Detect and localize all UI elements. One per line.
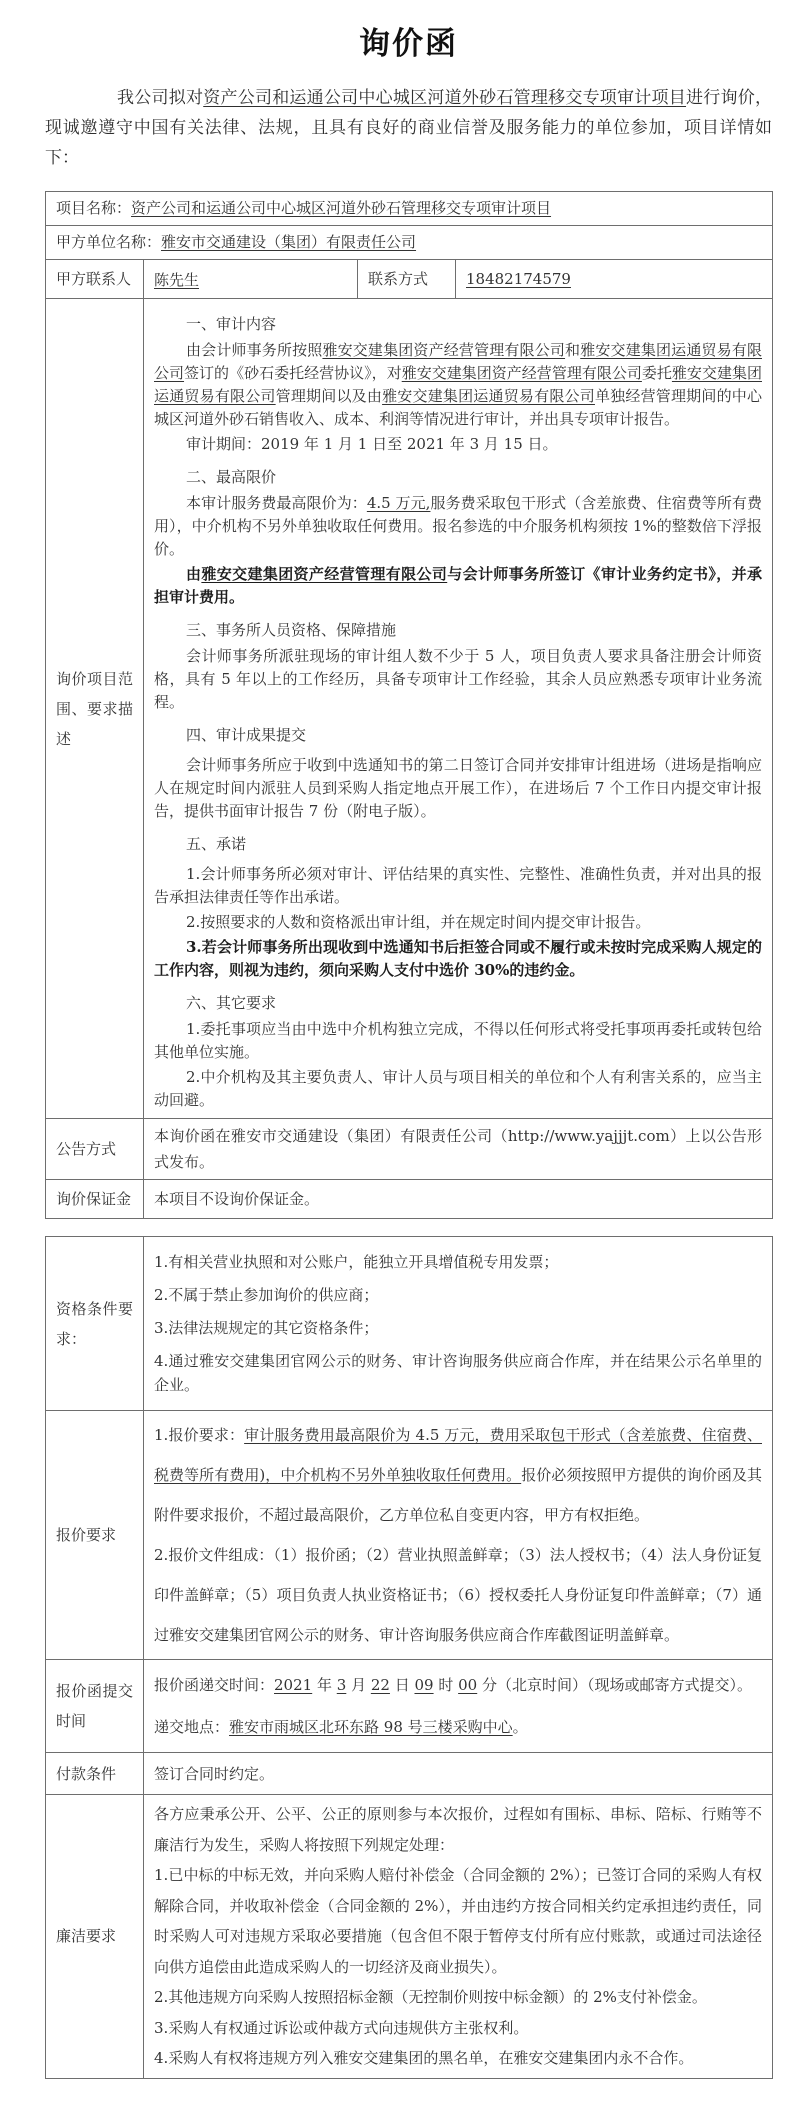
integrity-item: 各方应秉承公开、公平、公正的原则参与本次报价，过程如有围标、串标、陪标、行贿等不廉洁行为发生，采购人将按照下列规定处理： [154, 1805, 762, 1854]
payment-label: 付款条件 [46, 1753, 144, 1795]
payment-cell: 签订合同时约定。 [144, 1753, 773, 1795]
integrity-item: 1.已中标的中标无效，并向采购人赔付补偿金（合同金额的 2%）；已签订合同的采购人有权解除合同，并收取补偿金（合同金额的 2%），并由违约方按合同相关约定承担违约责任，同时采购人可对违规方采取必要措施（包含但不限于暂停支付所有应付账款，或通过司法途径向供方追偿由此造成采购人的一切经济及商业损失）。 [154, 1866, 762, 1976]
scope-paragraph: 3.若会计师事务所出现收到中选通知书后拒签合同或不履行或未按时完成采购人规定的工作内容，则视为违约，须向采购人支付中选价 30%的违约金。 [154, 938, 763, 979]
project-name-cell: 项目名称：资产公司和运通公司中心城区河道外砂石管理移交专项审计项目 [46, 192, 773, 226]
announcement-cell: 本询价函在雅安市交通建设（集团）有限责任公司（http://www.yajjjt.com）上以公告形式发布。 [144, 1119, 773, 1180]
phone-value-cell: 18482174579 [456, 260, 773, 299]
phone-label: 联系方式 [358, 260, 456, 299]
scope-heading-1: 一、审计内容 [186, 315, 277, 333]
deposit-cell: 本项目不设询价保证金。 [144, 1180, 773, 1219]
requirements-table [45, 1236, 773, 2079]
scope-paragraph: 会计师事务所应于收到中选通知书的第二日签订合同并安排审计组进场（进场是指响应人在规定时间内派驻人员到采购人指定地点开展工作），在进场后 7 个工作日内提交审计报告，提供书面审计报告 7 份（附电子版）。 [154, 756, 763, 820]
submission-label: 报价函提交时间 [46, 1660, 144, 1753]
scope-paragraph: 审计期间：2019 年 1 月 1 日至 2021 年 3 月 15 日。 [186, 435, 558, 453]
scope-paragraph: 1.会计师事务所必须对审计、评估结果的真实性、完整性、准确性负责，并对出具的报告承担法律责任等作出承诺。 [154, 865, 763, 906]
scope-paragraph: 由会计师事务所按照雅安交建集团资产经营管理有限公司和雅安交建集团运通贸易有限公司签订的《砂石委托经营协议》，对雅安交建集团资产经营管理有限公司委托雅安交建集团运通贸易有限公司管理期间以及由雅安交建集团运通贸易有限公司单独经营管理期间的中心城区河道外砂石销售收入、成本、利润等情况进行审计，并出具专项审计报告。 [154, 341, 762, 428]
integrity-row [46, 1795, 773, 2079]
quote-requirement-item: 1.报价要求：审计服务费用最高限价为 4.5 万元，费用采取包干形式（含差旅费、住宿费、税费等所有费用)，中介机构不另外单独收取任何费用。报价必须按照甲方提供的询价函及其附件要求报价，不超过最高限价，乙方单位私自变更内容，甲方有权拒绝。 [154, 1426, 762, 1524]
contact-label: 甲方联系人 [46, 260, 144, 299]
qualification-item: 3.法律法规规定的其它资格条件； [154, 1319, 379, 1337]
qualification-item: 1.有相关营业执照和对公账户，能独立开具增值税专用发票； [154, 1253, 559, 1271]
scope-row [46, 299, 773, 1119]
quote-requirements-cell [144, 1411, 773, 1660]
quote-requirement-item: 2.报价文件组成：（1）报价函；（2）营业执照盖鲜章；（3）法人授权书；（4）法人身份证复印件盖鲜章；（5）项目负责人执业资格证书；（6）授权委托人身份证复印件盖鲜章；（7）通过雅安交建集团官网公示的财务、审计咨询服务供应商合作库截图证明盖鲜章。 [154, 1546, 762, 1644]
integrity-cell [144, 1795, 773, 2079]
contact-name-cell: 陈先生 [144, 260, 358, 299]
announcement-label: 公告方式 [46, 1119, 144, 1180]
announcement-row [46, 1119, 773, 1180]
submission-time: 报价函递交时间：2021 年 3 月 22 日 09 时 00 分（北京时间）（现场或邮寄方式提交）。 [154, 1676, 752, 1694]
scope-paragraph: 会计师事务所派驻现场的审计组人数不少于 5 人，项目负责人要求具备注册会计师资格，具有 5 年以上的工作经历，具备专项审计工作经验，其余人员应熟悉专项审计业务流程。 [154, 647, 763, 711]
scope-paragraph: 本审计服务费最高限价为：4.5 万元,服务费采取包干形式（含差旅费、住宿费等所有费用），中介机构不另外单独收取任何费用。报名参选的中介服务机构须按 1%的整数倍下浮报价。 [154, 494, 763, 558]
project-name-row [46, 192, 773, 226]
scope-paragraph: 2.中介机构及其主要负责人、审计人员与项目相关的单位和个人有利害关系的，应当主动回避。 [154, 1068, 763, 1109]
scope-heading-6: 六、其它要求 [186, 994, 277, 1012]
party-a-cell: 甲方单位名称：雅安市交通建设（集团）有限责任公司 [46, 226, 773, 260]
deposit-row [46, 1180, 773, 1219]
submission-row [46, 1660, 773, 1753]
scope-label: 询价项目范围、要求描述 [46, 299, 144, 1119]
scope-content-cell [144, 299, 773, 1119]
payment-row [46, 1753, 773, 1795]
page-title: 询价函 [359, 26, 458, 62]
scope-heading-4: 四、审计成果提交 [186, 726, 307, 744]
submission-cell [144, 1660, 773, 1753]
integrity-item: 2.其他违规方向采购人按照招标金额（无控制价则按中标金额）的 2%支付补偿金。 [154, 1988, 707, 2006]
intro-paragraph: 我公司拟对资产公司和运通公司中心城区河道外砂石管理移交专项审计项目进行询价，现诚邀遵守中国有关法律、法规，且具有良好的商业信誉及服务能力的单位参加，项目详情如下： [45, 88, 773, 168]
quote-requirements-label: 报价要求 [46, 1411, 144, 1660]
integrity-item: 4.采购人有权将违规方列入雅安交建集团的黑名单，在雅安交建集团内永不合作。 [154, 2049, 694, 2067]
contact-row [46, 260, 773, 299]
qualification-cell [144, 1237, 773, 1411]
inquiry-info-table [45, 191, 773, 1219]
integrity-item: 3.采购人有权通过诉讼或仲裁方式向违规供方主张权利。 [154, 2018, 529, 2037]
scope-paragraph: 2.按照要求的人数和资格派出审计组，并在规定时间内提交审计报告。 [186, 913, 651, 931]
integrity-label: 廉洁要求 [46, 1795, 144, 2079]
qualification-item: 2.不属于禁止参加询价的供应商； [154, 1286, 379, 1304]
scope-paragraph: 1.委托事项应当由中选中介机构独立完成，不得以任何形式将受托事项再委托或转包给其他单位实施。 [154, 1020, 763, 1061]
scope-heading-2: 二、最高限价 [186, 468, 277, 486]
party-a-row [46, 226, 773, 260]
qualification-row [46, 1237, 773, 1411]
scope-heading-3: 三、事务所人员资格、保障措施 [186, 621, 397, 639]
scope-paragraph: 由雅安交建集团资产经营管理有限公司与会计师事务所签订《审计业务约定书》，并承担审计费用。 [154, 565, 763, 606]
quote-requirements-row [46, 1411, 773, 1660]
qualification-label: 资格条件要求： [46, 1237, 144, 1411]
submission-place: 递交地点：雅安市雨城区北环东路 98 号三楼采购中心。 [154, 1718, 528, 1736]
deposit-label: 询价保证金 [46, 1180, 144, 1219]
qualification-item: 4.通过雅安交建集团官网公示的财务、审计咨询服务供应商合作库，并在结果公示名单里的企业。 [154, 1352, 762, 1394]
scope-heading-5: 五、承诺 [186, 835, 247, 853]
